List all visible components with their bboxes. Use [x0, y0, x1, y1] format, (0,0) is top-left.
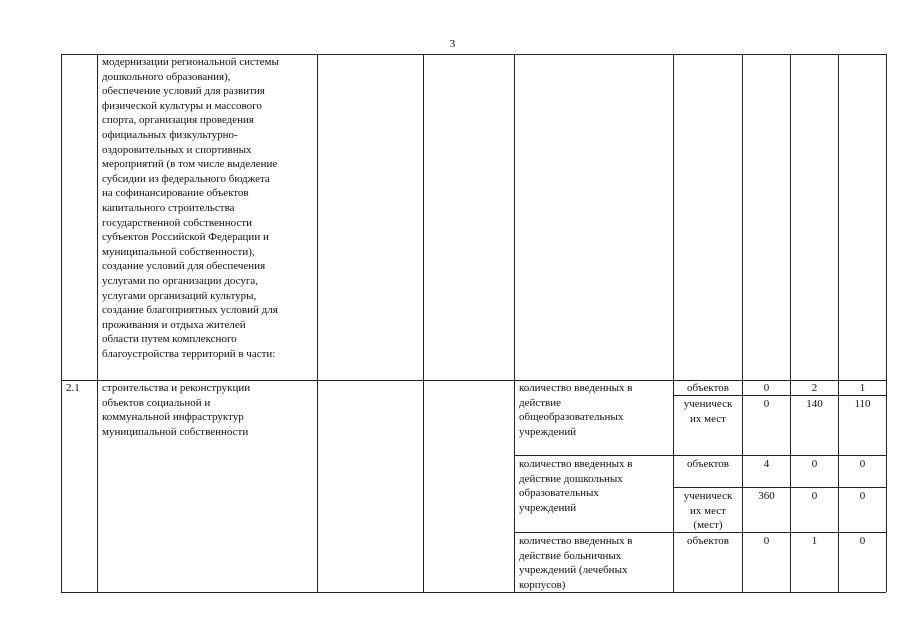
col-border-3	[423, 54, 424, 592]
text-line: количество введенных в	[519, 382, 633, 394]
page-number: 3	[449, 38, 456, 50]
unit-cell	[674, 489, 742, 533]
value-cell: 0	[763, 398, 770, 410]
text-line: ученическ	[683, 398, 733, 410]
table-bottom-border	[61, 592, 886, 593]
text-line: корпусов)	[519, 578, 566, 591]
text-line: объектов социальной и	[102, 396, 211, 409]
text-line: физической культуры и массового	[102, 99, 262, 112]
text-line: создание благоприятных условий для	[102, 304, 278, 317]
col-border-9	[886, 54, 887, 592]
unit-row-divider	[673, 487, 886, 488]
text-line: действие больничных	[519, 549, 622, 562]
text-line: на софинансирование объектов	[102, 187, 249, 200]
text-line: официальных физкультурно-	[102, 128, 238, 141]
col-border-1	[97, 54, 98, 592]
value-cell: 0	[859, 458, 866, 470]
text-line: оздоровительных и спортивных	[102, 143, 252, 156]
col-border-0	[61, 54, 62, 592]
text-line: субъектов Российской Федерации и	[102, 231, 269, 244]
indicator-name	[519, 457, 672, 515]
value-cell: 2	[811, 382, 818, 394]
text-line: строительства и реконструкции	[102, 382, 251, 394]
value-cell: 140	[806, 398, 823, 410]
unit-cell: объектов	[687, 382, 729, 394]
value-cell: 0	[763, 535, 770, 547]
text-line: действие	[519, 396, 562, 409]
text-line: капитального строительства	[102, 201, 235, 214]
text-line: муниципальной собственности),	[102, 245, 255, 258]
text-line: учреждений	[519, 425, 577, 438]
text-line: действие дошкольных	[519, 472, 623, 485]
value-cell: 110	[854, 398, 871, 410]
col-border-4	[514, 54, 515, 592]
text-line: создание условий для обеспечения	[102, 260, 266, 273]
text-line: муниципальной собственности	[102, 425, 249, 438]
text-line: обеспечение условий для развития	[102, 85, 265, 98]
value-cell: 0	[811, 490, 818, 502]
text-line: дошкольного образования),	[102, 70, 231, 83]
value-cell: 360	[758, 490, 775, 502]
row-description	[102, 381, 316, 439]
unit-cell: объектов	[687, 458, 729, 470]
col-border-6	[742, 54, 743, 592]
text-line: их мест	[690, 412, 726, 425]
text-line: ученическ	[683, 490, 733, 502]
unit-cell	[674, 397, 742, 426]
indicator-divider	[514, 455, 886, 456]
indicator-name	[519, 534, 672, 592]
text-line: количество введенных в	[519, 458, 633, 470]
text-line: образовательных	[519, 487, 599, 500]
text-line: общеобразовательных	[519, 411, 624, 424]
text-line: учреждений (лечебных	[519, 564, 628, 577]
text-line: области путем комплексного	[102, 333, 237, 346]
text-line: благоустройства территорий в части:	[102, 347, 276, 360]
intro-text	[102, 55, 316, 361]
text-line: модернизации региональной системы	[102, 56, 279, 68]
text-line: их мест	[690, 504, 726, 517]
text-line: спорта, организация проведения	[102, 114, 254, 127]
value-cell: 0	[763, 382, 770, 394]
value-cell: 1	[859, 382, 866, 394]
text-line: услугами организаций культуры,	[102, 289, 257, 302]
indicator-name	[519, 381, 672, 439]
col-border-7	[790, 54, 791, 592]
col-border-2	[317, 54, 318, 592]
value-cell: 0	[811, 458, 818, 470]
text-line: мероприятий (в том числе выделение	[102, 158, 278, 171]
text-line: государственной собственности	[102, 216, 252, 229]
value-cell: 0	[859, 535, 866, 547]
col-border-8	[838, 54, 839, 592]
text-line: услугами по организации досуга,	[102, 274, 259, 287]
text-line: учреждений	[519, 501, 577, 514]
row-number: 2.1	[66, 382, 80, 394]
unit-cell: объектов	[687, 535, 729, 547]
value-cell: 0	[859, 490, 866, 502]
value-cell: 1	[811, 535, 818, 547]
text-line: коммунальной инфраструктур	[102, 411, 244, 424]
text-line: количество введенных в	[519, 535, 633, 547]
text-line: проживания и отдыха жителей	[102, 318, 246, 331]
value-cell: 4	[763, 458, 770, 470]
text-line: (мест)	[693, 519, 723, 532]
text-line: субсидии из федерального бюджета	[102, 172, 270, 185]
